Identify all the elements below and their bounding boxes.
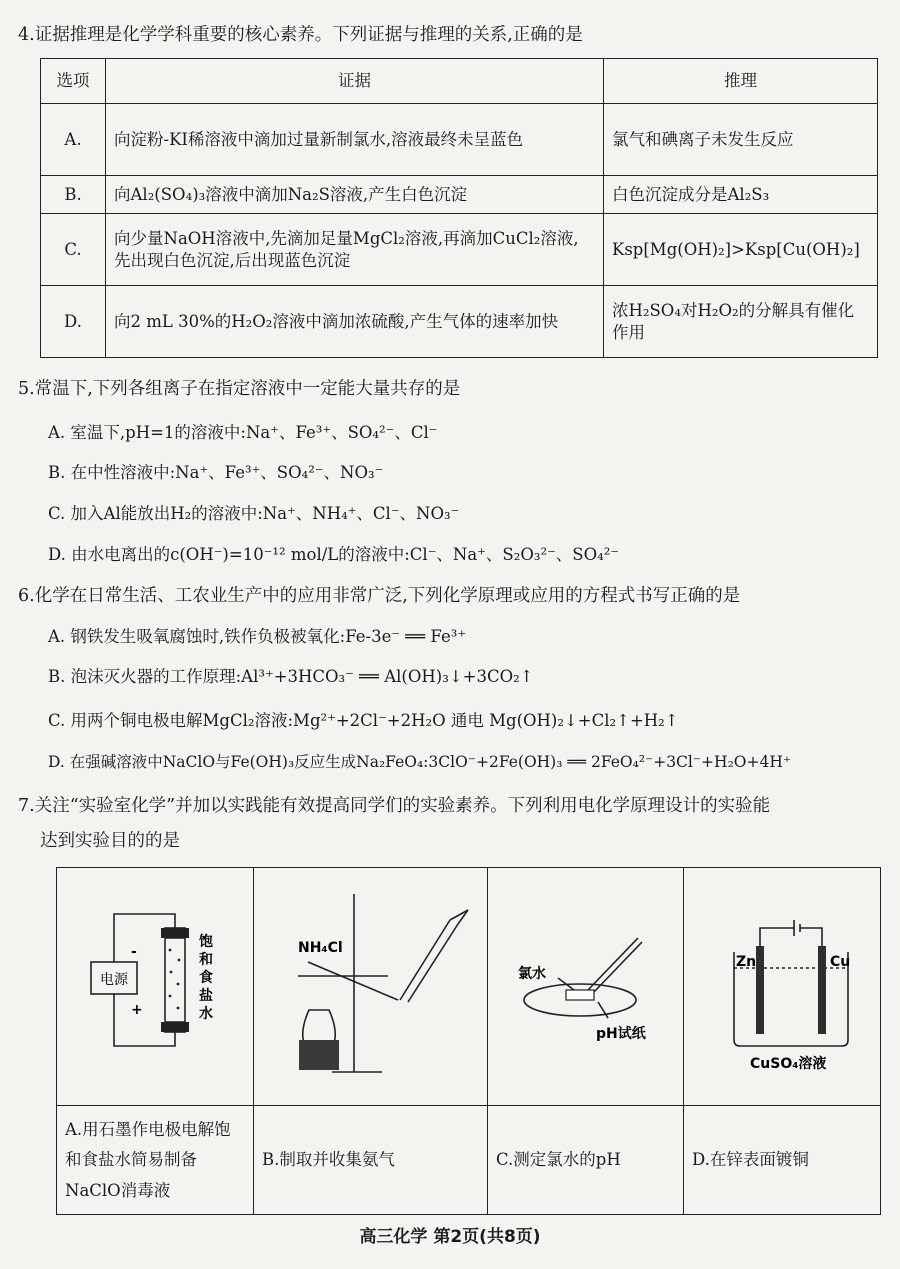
q4-row-inference: 白色沉淀成分是Al₂S₃	[604, 176, 878, 214]
q4-row-option: D.	[41, 286, 106, 358]
minus-sign: -	[131, 944, 137, 960]
q4-header-evidence: 证据	[106, 59, 604, 104]
q4-row-inference: Ksp[Mg(OH)₂]>Ksp[Cu(OH)₂]	[604, 214, 878, 286]
q6-option-b: B. 泡沫灭火器的工作原理:Al³⁺+3HCO₃⁻ ══ Al(OH)₃↓+3CO₂↑	[48, 667, 534, 686]
q4-row-evidence: 向Al₂(SO₄)₃溶液中滴加Na₂S溶液,产生白色沉淀	[106, 176, 604, 214]
q4-header-inference: 推理	[604, 59, 878, 104]
q5-option-b: B. 在中性溶液中:Na⁺、Fe³⁺、SO₄²⁻、NO₃⁻	[48, 463, 384, 482]
power-label: 电源	[100, 972, 128, 988]
caption-b: B.制取并收集氨气	[254, 1106, 488, 1215]
q4-row-evidence: 向淀粉-KI稀溶液中滴加过量新制氯水,溶液最终未呈蓝色	[106, 104, 604, 176]
q4-header-option: 选项	[41, 59, 106, 104]
q4-row-inference: 氯气和碘离子未发生反应	[604, 104, 878, 176]
figure-c-cell	[488, 868, 684, 1106]
electrolysis-apparatus-figure	[57, 868, 253, 1100]
q4-row-evidence: 向2 mL 30%的H₂O₂溶液中滴加浓硫酸,产生气体的速率加快	[106, 286, 604, 358]
plus-sign: +	[131, 1002, 143, 1018]
caption-d: D.在锌表面镀铜	[684, 1106, 881, 1215]
nh4cl-label: NH₄Cl	[298, 940, 343, 956]
q4-row-inference: 浓H₂SO₄对H₂O₂的分解具有催化作用	[604, 286, 878, 358]
q6-option-c: C. 用两个铜电极电解MgCl₂溶液:Mg²⁺+2Cl⁻+2H₂O 通电 Mg(OH)₂↓+Cl₂↑+H₂↑	[48, 711, 679, 730]
q7-title-line1: 7.关注“实验室化学”并加以实践能有效提高同学们的实验素养。下列利用电化学原理设计的实验能	[18, 796, 771, 816]
q4-table	[40, 58, 878, 358]
ammonia-apparatus-figure	[254, 868, 487, 1100]
q4-row	[41, 286, 878, 358]
q5-option-d: D. 由水电离出的c(OH⁻)=10⁻¹² mol/L的溶液中:Cl⁻、Na⁺、S₂O₃²⁻、SO₄²⁻	[48, 545, 620, 564]
q6-option-d: D. 在强碱溶液中NaClO与Fe(OH)₃反应生成Na₂FeO₄:3ClO⁻+2Fe(OH)₃ ══ 2FeO₄²⁻+3Cl⁻+H₂O+4H⁺	[48, 753, 792, 771]
q4-row	[41, 104, 878, 176]
electroplating-figure	[684, 868, 880, 1100]
q4-row-option: C.	[41, 214, 106, 286]
svg-text:饱: 饱	[199, 934, 213, 950]
q4-title: 4.证据推理是化学学科重要的核心素养。下列证据与推理的关系,正确的是	[18, 25, 583, 45]
q5-option-a: A. 室温下,pH=1的溶液中:Na⁺、Fe³⁺、SO₄²⁻、Cl⁻	[48, 423, 438, 442]
figure-b-cell	[254, 868, 488, 1106]
q6-title: 6.化学在日常生活、工农业生产中的应用非常广泛,下列化学原理或应用的方程式书写正确的是	[18, 586, 741, 606]
page-footer: 高三化学 第2页(共8页)	[359, 1227, 541, 1247]
q4-row-evidence: 向少量NaOH溶液中,先滴加足量MgCl₂溶液,再滴加CuCl₂溶液,先出现白色沉淀,后出现蓝色沉淀	[106, 214, 604, 286]
svg-text:水: 水	[199, 1006, 213, 1022]
q4-row-option: A.	[41, 104, 106, 176]
svg-text:和: 和	[199, 952, 213, 968]
ph-paper-label: pH试纸	[596, 1026, 646, 1042]
caption-c: C.测定氯水的pH	[488, 1106, 684, 1215]
cuso4-label: CuSO₄溶液	[750, 1056, 827, 1072]
cu-label: Cu	[830, 954, 851, 970]
caption-a: A.用石墨作电极电解饱和食盐水简易制备NaClO消毒液	[57, 1106, 254, 1215]
svg-text:食: 食	[199, 970, 213, 986]
q7-title-line2: 达到实验目的的是	[40, 831, 180, 851]
q6-option-a: A. 钢铁发生吸氧腐蚀时,铁作负极被氧化:Fe-3e⁻ ══ Fe³⁺	[48, 627, 467, 646]
q4-row	[41, 214, 878, 286]
q5-title: 5.常温下,下列各组离子在指定溶液中一定能大量共存的是	[18, 379, 461, 399]
chlorine-water-label: 氯水	[518, 966, 546, 982]
q4-row	[41, 176, 878, 214]
q4-row-option: B.	[41, 176, 106, 214]
svg-text:盐: 盐	[199, 988, 213, 1004]
q5-option-c: C. 加入Al能放出H₂的溶液中:Na⁺、NH₄⁺、Cl⁻、NO₃⁻	[48, 504, 460, 523]
figure-d-cell	[684, 868, 881, 1106]
q7-figure-table	[56, 867, 881, 1215]
zn-label: Zn	[736, 954, 757, 970]
figure-a-cell	[57, 868, 254, 1106]
brine-label	[199, 933, 213, 1022]
ph-test-figure	[488, 868, 683, 1100]
